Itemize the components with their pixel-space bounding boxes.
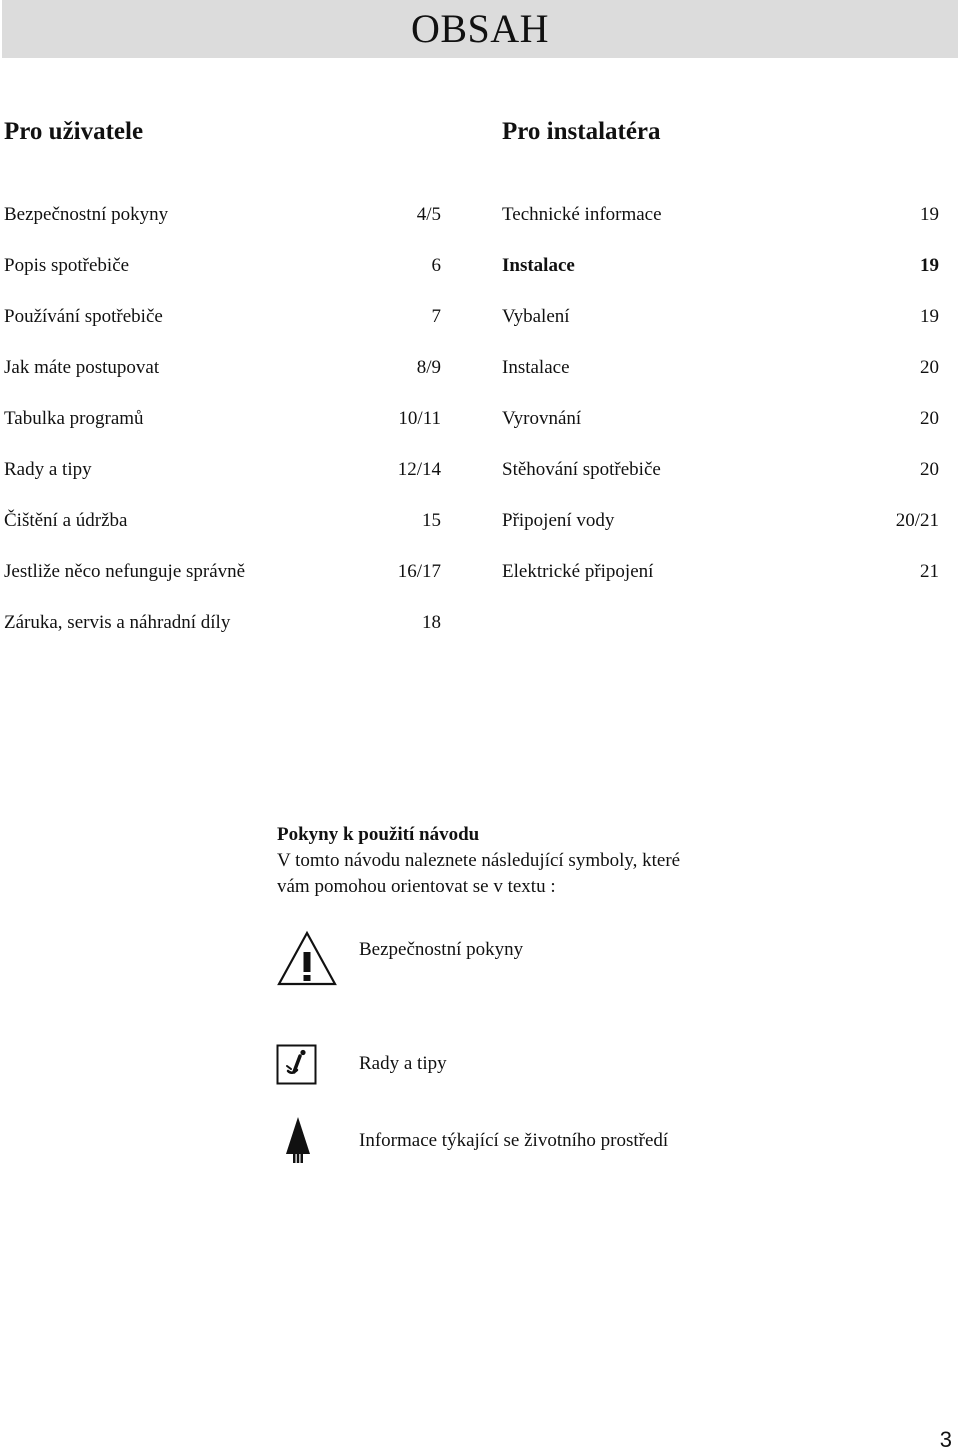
toc-entry [4,353,441,383]
toc-entry-label: Instalace [502,255,575,276]
toc-entry [502,200,939,230]
toc-entry [4,608,441,638]
toc-entry-label: Elektrické připojení [502,561,654,582]
toc-entry [4,455,441,485]
page-title: OBSAH [410,6,550,51]
toc-entry-label: Bezpečnostní pokyny [4,204,169,225]
toc-entry [502,251,939,281]
toc-entry-page: 18 [422,612,441,633]
toc-entry-label: Stěhování spotřebiče [502,459,661,480]
toc-entry-label: Jak máte postupovat [4,357,160,378]
toc-entry-page: 4/5 [416,204,441,225]
toc-entry [502,455,939,485]
toc-entry-label: Vybalení [502,306,570,327]
toc-entry [502,302,939,332]
tree-icon [284,1116,312,1169]
toc-entry [502,506,939,536]
notes-title: Pokyny k použití návodu [277,824,480,845]
toc-entry-page: 10/11 [398,408,441,429]
toc-entry-label: Rady a tipy [4,459,92,480]
symbol-label: Rady a tipy [359,1053,447,1074]
toc-entry-label: Záruka, servis a náhradní díly [4,612,231,633]
tips-info-icon [276,1044,318,1091]
notes-text-line: vám pomohou orientovat se v textu : [277,876,556,897]
warning-triangle-icon [276,930,338,991]
toc-entry [4,404,441,434]
toc-entry-label: Připojení vody [502,510,615,531]
toc-entry [502,404,939,434]
toc-entry [4,557,441,587]
toc-entry-page: 12/14 [397,459,441,480]
toc-entry-page: 20 [920,357,939,378]
toc-entry-label: Používání spotřebiče [4,306,163,327]
toc-entry-page: 6 [431,255,441,276]
toc-entry-page: 16/17 [397,561,441,582]
toc-entry [4,251,441,281]
toc-entry-label: Popis spotřebiče [4,255,130,276]
user-section-heading: Pro uživatele [4,118,144,145]
toc-entry-page: 21 [920,561,939,582]
toc-entry-page: 19 [920,255,939,276]
symbol-label: Bezpečnostní pokyny [359,939,524,960]
toc-entry-page: 19 [920,204,939,225]
toc-entry-label: Čištění a údržba [4,510,128,531]
notes-text-line: V tomto návodu naleznete následující symboly, které [277,850,681,871]
toc-entry-page: 20/21 [895,510,939,531]
toc-entry-label: Vyrovnání [502,408,582,429]
toc-entry-page: 20 [920,408,939,429]
toc-entry-page: 20 [920,459,939,480]
toc-entry-label: Tabulka programů [4,408,144,429]
toc-entry [502,353,939,383]
toc-entry-label: Instalace [502,357,570,378]
toc-entry-page: 8/9 [416,357,441,378]
toc-entry-page: 7 [431,306,441,327]
toc-entry [4,200,441,230]
toc-entry [502,557,939,587]
installer-section-heading: Pro instalatéra [502,118,661,145]
toc-entry [4,302,441,332]
toc-entry [4,506,441,536]
toc-entry-page: 19 [920,306,939,327]
page-number: 3 [939,1427,952,1452]
symbol-label: Informace týkající se životního prostředí [359,1130,669,1151]
toc-entry-label: Technické informace [502,204,662,225]
toc-entry-page: 15 [422,510,441,531]
toc-entry-label: Jestliže něco nefunguje správně [4,561,246,582]
